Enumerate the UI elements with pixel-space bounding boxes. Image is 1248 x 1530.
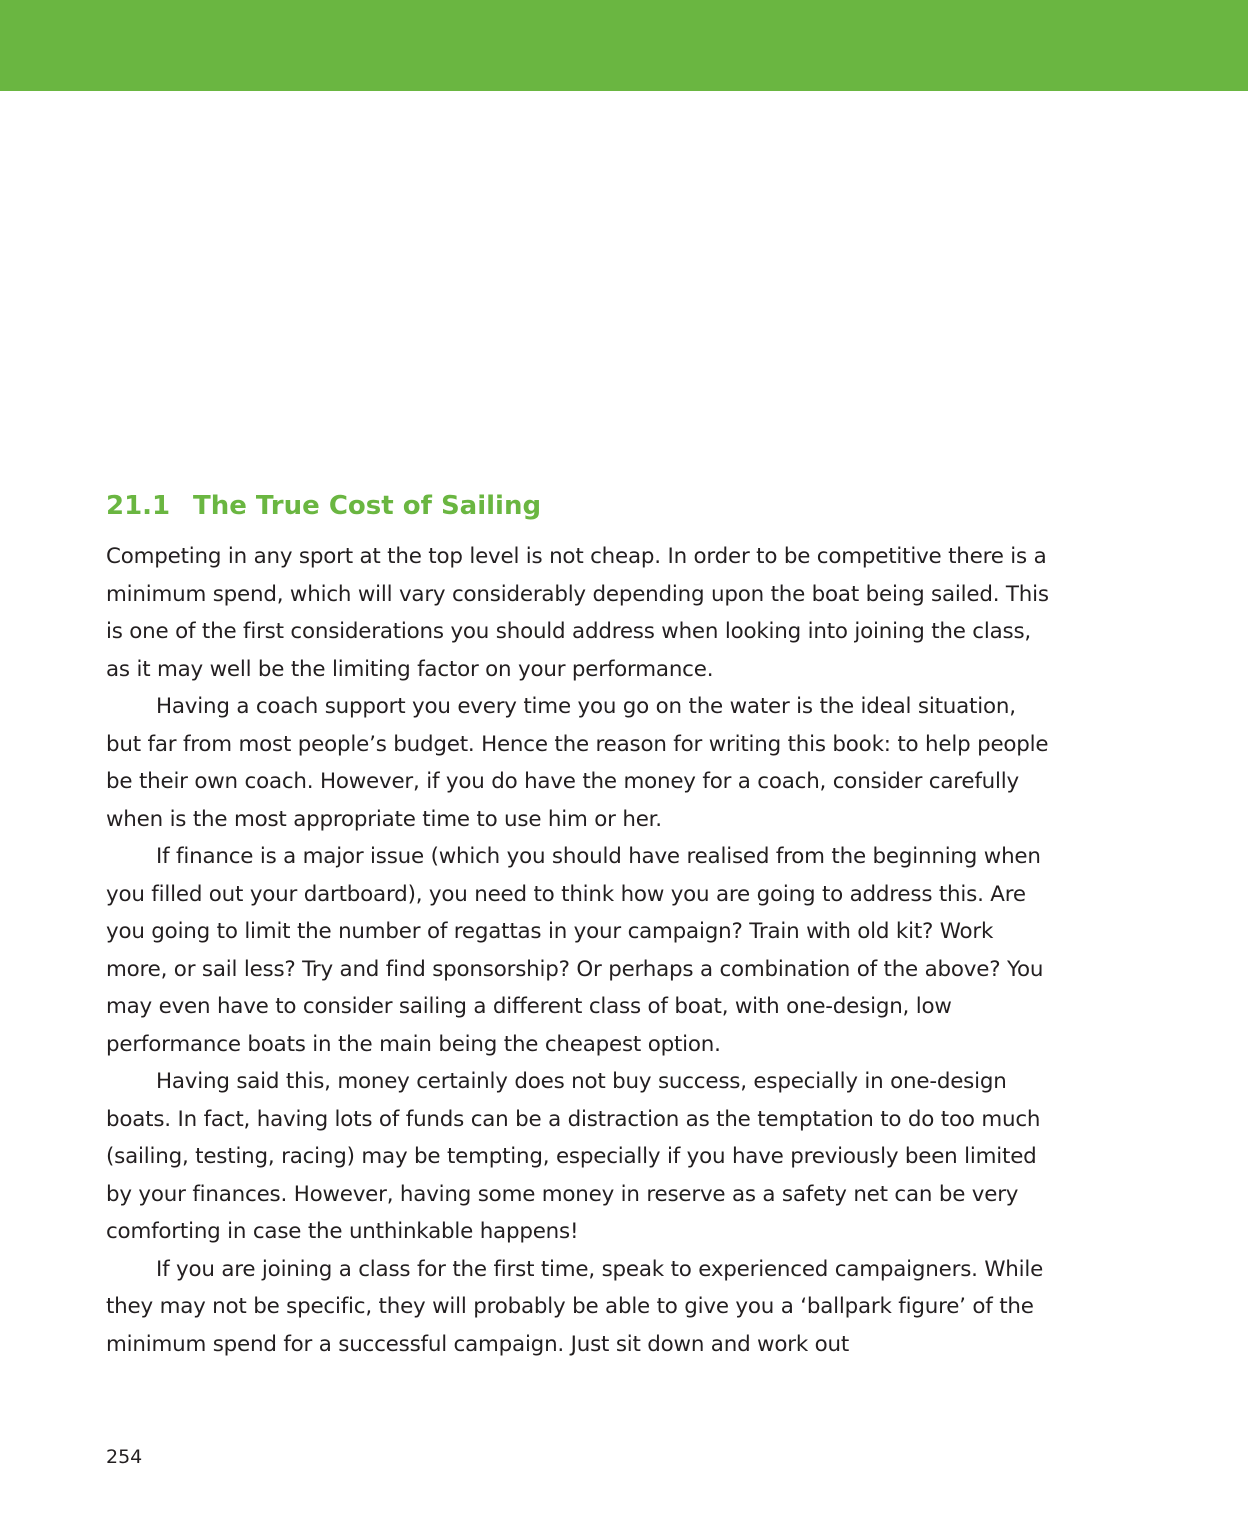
section-number: 21.1 <box>106 491 171 521</box>
page-number: 254 <box>106 1446 143 1468</box>
paragraph: Having said this, money certainly does not buy success, especially in one-design boats. In fact, having lots of funds can be a distraction as the temptation to do too much (sailing, testing, racing) may be tempting, especially if you have previously been limited by your finances. However, having some money in reserve as a safety net can be very comforting in case the unthinkable happens! <box>106 1069 1041 1244</box>
section-heading <box>106 488 541 524</box>
paragraph: If finance is a major issue (which you should have realised from the beginning when you filled out your dartboard), you need to think how you are going to address this. Are you going to limit the number of regattas in your campaign? Train with old kit? Work more, or sail less? Try and find sponsorship? Or perhaps a combination of the above? You may even have to consider sailing a different class of boat, with one-design, low performance boats in the main being the cheapest option. <box>106 844 1044 1057</box>
body-text <box>106 538 1056 1363</box>
paragraph: Competing in any sport at the top level is not cheap. In order to be competitive there is a minimum spend, which will vary considerably depending upon the boat being sailed. This is one of the first considerations you should address when looking into joining the class, as it may well be the limiting factor on your performance. <box>106 544 1049 682</box>
section-title: The True Cost of Sailing <box>193 491 542 521</box>
paragraph: If you are joining a class for the first time, speak to experienced campaigners. While they may not be specific, they will probably be able to give you a ‘ballpark figure’ of the minimum spend for a successful campaign. Just sit down and work out <box>106 1256 1044 1357</box>
paragraph: Having a coach support you every time you go on the water is the ideal situation, but far from most people’s budget. Hence the reason for writing this book: to help people be their own coach. However, if you do have the money for a coach, consider carefully when is the most appropriate time to use him or her. <box>106 694 1049 832</box>
header-color-band <box>0 0 1248 91</box>
